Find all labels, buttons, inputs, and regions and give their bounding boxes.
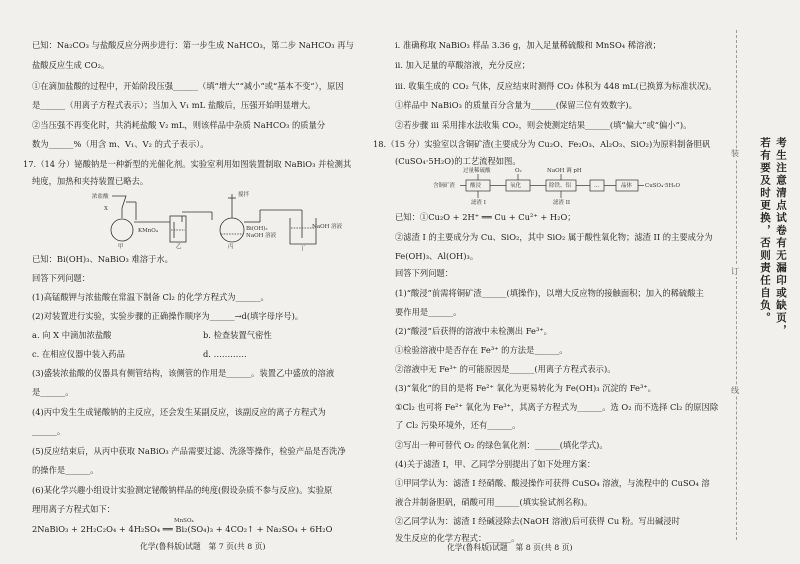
text-line: iii. 收集生成的 CO₂ 气体，反应结束时测得 CO₂ 体积为 448 mL(已换算为标准状况)。 (395, 81, 717, 91)
text-line: (CuSO₄·5H₂O)的工艺流程如图。 (395, 156, 521, 166)
text-line: ②若步骤 iii 采用排水法收集 CO₂，则会使测定结果______(填“偏大”或“偏小”)。 (395, 120, 692, 130)
flow-label-naoh: NaOH 调 pH (547, 168, 582, 174)
text-line: (5)反应结束后，从丙中获取 NaBiO₃ 产品需要过滤、洗涤等操作，检验产品是否洗净 (32, 446, 346, 456)
text-line: ①甲同学认为：滤渣 I 经硝酸、酸浸操作可获得 CuSO₄ 溶液，与流程中的 CuSO₄ 溶 (395, 478, 710, 488)
label-naoh-1: NaOH 溶液 (246, 233, 277, 239)
label-conc-hcl: 浓盐酸 (92, 194, 109, 200)
page-8-footer: 化学(鲁科版)试题 第 8 页(共 8 页) (447, 543, 573, 552)
text-line: 已知：Na₂CO₃ 与盐酸反应分两步进行：第一步生成 NaHCO₃，第二步 NaHCO₃ 再与 (32, 40, 354, 50)
apparatus-drawing (82, 192, 332, 252)
label-ding: 丁 (300, 246, 306, 252)
option-b: b. 检查装置气密性 (203, 330, 272, 340)
text-line: 纯度，加热和夹持装置已略去。 (32, 176, 149, 186)
text-line: ①Cl₂ 也可将 Fe²⁺ 氧化为 Fe³⁺，其离子方程式为______。选 O₂ 而不选择 Cl₂ 的原因除 (395, 402, 719, 412)
catalyst-label: MnSO₄ (174, 518, 194, 524)
flow-box-crystal: 晶体 (621, 183, 633, 189)
text-line: (2)对装置进行实验，实验步骤的正确操作顺序为______→d(填字母序号)。 (32, 311, 304, 321)
text-line: ii. 加入足量的草酸溶液，充分反应； (395, 60, 531, 70)
page-7-footer: 化学(鲁科版)试题 第 7 页(共 8 页) (140, 542, 266, 551)
flow-box-ellipsis: … (594, 183, 600, 189)
gutter-word-ding: 订 (731, 267, 739, 276)
text-line: Fe(OH)₃、Al(OH)₃。 (395, 251, 479, 261)
flow-product: CuSO₄·5H₂O (645, 183, 680, 189)
question-17-stem: 17.（14 分）铋酸钠是一种新型的光催化剂。实验室利用如图装置制取 NaBiO₃ 并检测其 (23, 159, 352, 169)
text-line: 回答下列问题： (32, 273, 91, 283)
text-line: ②溶液中无 Fe³⁺ 的可能原因是______(用离子方程式表示)。 (395, 364, 616, 374)
apparatus-figure (82, 192, 343, 252)
process-flow (433, 168, 680, 210)
text-line: (2)“酸浸”后获得的溶液中未检测出 Fe³⁺。 (395, 326, 552, 336)
text-line: (6)某化学兴趣小组设计实验测定铋酸钠样品的纯度(假设杂质不参与反应)。实验原 (32, 485, 333, 495)
label-x: X (104, 206, 108, 212)
text-line: ①样品中 NaBiO₃ 的质量百分含量为______(保留三位有效数字)。 (395, 100, 637, 110)
text-line: 盐酸反应生成 CO₂。 (32, 60, 110, 70)
flow-box-remove-fe-al: 除铁、铝 (549, 183, 572, 189)
text-line: ①在滴加盐酸的过程中，开始阶段压强______（填“增大”“减小”或“基本不变”），原因 (32, 81, 344, 91)
text-line: 已知：Bi(OH)₃、NaBiO₃ 难溶于水。 (32, 254, 173, 264)
binding-line (736, 30, 737, 540)
flow-residue-2: 滤渣 II (553, 200, 571, 206)
text-line: ②滤渣 I 的主要成分为 Cu、SiO₂，其中 SiO₂ 属于酸性氧化物；滤渣 II 的主要成分为 (395, 232, 713, 242)
gutter-word-zhuang: 装 (731, 149, 739, 158)
text-line: 回答下列问题： (395, 268, 454, 278)
text-line: 已知：①Cu₂O + 2H⁺ ══ Cu + Cu²⁺ + H₂O； (395, 212, 576, 222)
flow-label-acid: 过量稀硫酸 (463, 168, 491, 174)
label-kmno4: KMnO₄ (138, 228, 158, 234)
text-line: 是______。 (32, 387, 74, 397)
text-line: i. 准确称取 NaBiO₃ 样品 3.36 g，加入足量稀硫酸和 MnSO₄ 稀溶液； (395, 40, 661, 50)
text-line: (3)“氧化”的目的是将 Fe²⁺ 氧化为更易转化为 Fe(OH)₃ 沉淀的 Fe³⁺。 (395, 383, 656, 393)
label-naoh-2: NaOH 溶液 (312, 224, 343, 230)
equation-line: 2NaBiO₃ + 2H₂C₂O₄ + 4H₂SO₄ ══ Bi₂(SO₄)₃ + 4CO₂↑ + Na₂SO₄ + 6H₂O (32, 524, 333, 534)
label-stir: 搅拌 (238, 192, 250, 198)
label-bioh3: Bi(OH)₃ (246, 226, 268, 232)
text-line: (1)高锰酸钾与浓盐酸在常温下制备 Cl₂ 的化学方程式为______。 (32, 292, 269, 302)
text-line: (3)盛装浓盐酸的仪器具有侧管结构，该侧管的作用是______。装置乙中盛放的溶液 (32, 368, 335, 378)
text-line: 的操作是______。 (32, 465, 99, 475)
notice-column-2: 若有要及时更换，否则责任自负。 (759, 137, 771, 325)
flow-box-leach: 酸浸 (470, 183, 482, 189)
flow-box-oxidize: 氧化 (510, 183, 522, 189)
label-jia: 甲 (118, 244, 124, 250)
option-a: a. 向 X 中滴加浓盐酸 (32, 330, 112, 340)
text-line: ②当压强不再变化时，共消耗盐酸 V₂ mL，则该样品中杂质 NaHCO₃ 的质量分 (32, 120, 326, 130)
option-c: c. 在相应仪器中装入药品 (32, 349, 125, 359)
text-line: 发生反应的化学方程式：______。 (395, 533, 520, 543)
text-line: (1)“酸浸”前需将铜矿渣______(填操作)，以增大反应物的接触面积；加入的稀硫酸主 (395, 288, 704, 298)
text-line: 液合并制备胆矾，硝酸可用______(填实验试剂名称)。 (395, 497, 593, 507)
text-line: ①检验溶液中是否存在 Fe³⁺ 的方法是______。 (395, 345, 568, 355)
question-18-stem: 18.（15 分）实验室以含铜矿渣(主要成分为 Cu₂O、Fe₂O₃、Al₂O₃、SiO₂)为原料制备胆矾 (373, 139, 711, 149)
text-line: 了 Cl₂ 污染环境外，还有______。 (395, 420, 521, 430)
text-line: 数为______%（用含 m、V₁、V₂ 的式子表示）。 (32, 139, 209, 149)
flow-source: 含铜矿渣 (433, 183, 456, 189)
flow-lines (433, 168, 663, 210)
text-line: ②写出一种可替代 O₂ 的绿色氧化剂：______(填化学式)。 (395, 440, 608, 450)
text-line: ②乙同学认为：滤渣 I 经碱浸除去(NaOH 溶液)后可获得 Cu 粉。写出碱浸时 (395, 516, 680, 526)
label-bing: 丙 (228, 244, 234, 250)
gutter-word-xian: 线 (731, 386, 739, 395)
option-d: d. ………… (203, 349, 247, 359)
text-line: (4)关于滤渣 I，甲、乙同学分别提出了如下处理方案： (395, 459, 596, 469)
candidate-notice (752, 137, 792, 437)
flow-residue-1: 滤渣 I (471, 200, 486, 206)
text-line: 理用离子方程式如下： (32, 504, 115, 514)
notice-column-1: 考生注意清点试卷有无漏印或缺页， (775, 137, 787, 337)
label-yi: 乙 (176, 244, 182, 250)
text-line: 要作用是______。 (395, 307, 462, 317)
text-line: 是______（用离子方程式表示）；当加入 V₁ mL 盐酸后，压强开始明显增大。 (32, 100, 316, 110)
text-line: (4)丙中发生生成铋酸钠的主反应，还会发生某副反应，该副反应的离子方程式为 (32, 407, 326, 417)
flow-label-o2: O₂ (515, 168, 522, 174)
text-line: ______。 (32, 426, 66, 436)
